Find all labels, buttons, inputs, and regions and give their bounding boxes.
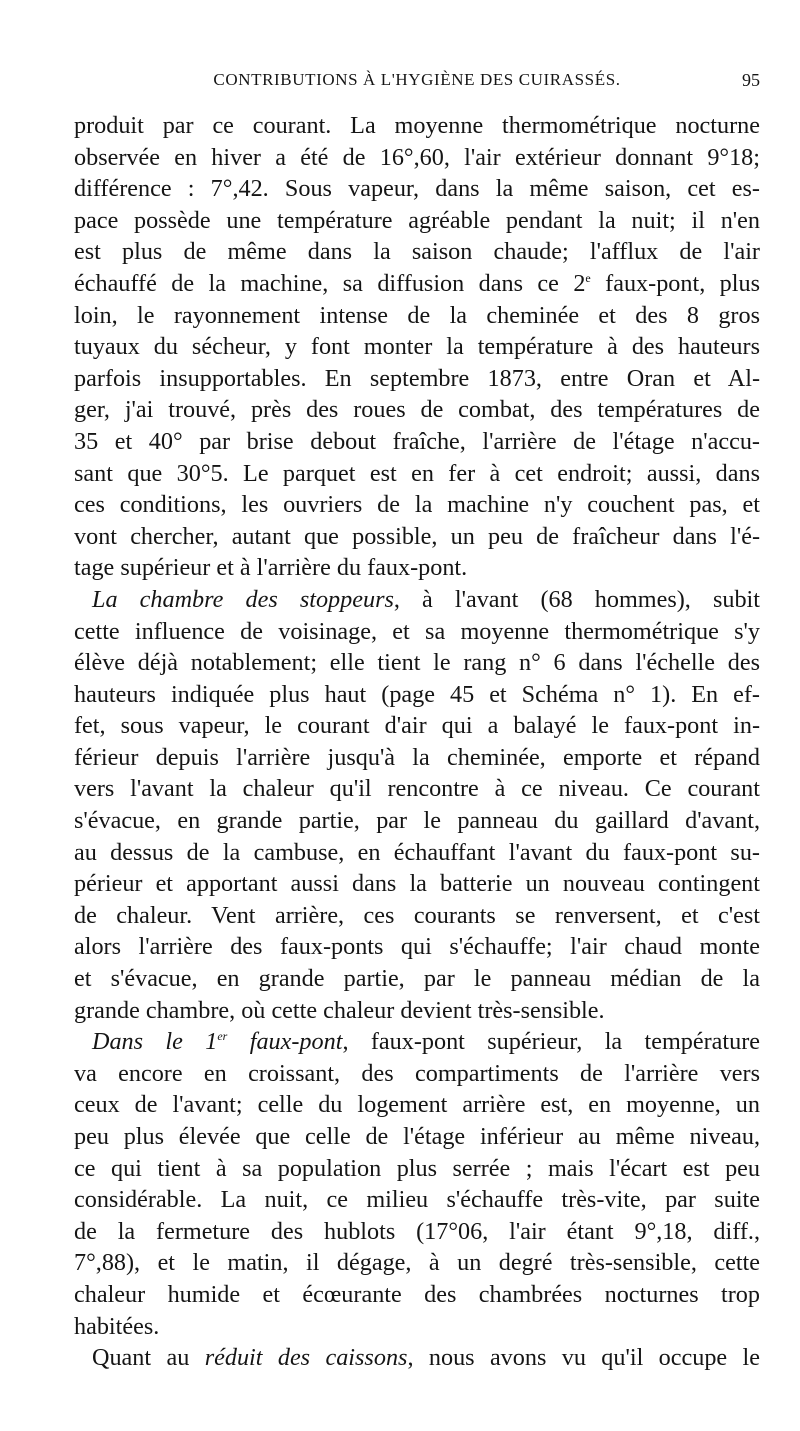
text-run: ce qui tient à sa population plus serrée ; mais l'écart est peu <box>74 1154 760 1182</box>
page-number: 95 <box>742 70 760 90</box>
text-run: cette influence de voisinage, et sa moyenne thermométrique s'y <box>74 617 760 645</box>
italic-text: réduit des caissons <box>204 1344 408 1372</box>
text-run: de la fermeture des hublots (17°06, l'air étant 9°,18, diff., <box>74 1217 760 1245</box>
text-line <box>74 173 760 205</box>
text-run: hauteurs indiquée plus haut (page 45 et Schéma n° 1). En ef- <box>74 680 760 708</box>
text-line <box>74 963 760 995</box>
text-line <box>74 900 760 932</box>
text-run: loin, le rayonnement intense de la cheminée et des 8 gros <box>74 301 760 329</box>
text-line <box>74 616 760 648</box>
text-run: tage supérieur et à l'arrière du faux-pont. <box>74 554 468 582</box>
text-line <box>74 1026 760 1058</box>
text-run: , à l'avant (68 hommes), subit <box>393 585 761 613</box>
text-line <box>74 1279 760 1311</box>
text-run: ceux de l'avant; celle du logement arrière est, en moyenne, un <box>74 1091 760 1119</box>
text-line <box>74 1247 760 1279</box>
superscript: e <box>585 270 591 285</box>
text-run: échauffé de la machine, sa diffusion dans ce 2 <box>74 269 586 297</box>
text-line <box>74 236 760 268</box>
text-line <box>74 805 760 837</box>
text-run: , nous avons vu qu'il occupe le <box>407 1344 760 1372</box>
text-line <box>74 1058 760 1090</box>
text-line <box>74 773 760 805</box>
text-run: ces conditions, les ouvriers de la machine n'y couchent pas, et <box>74 491 760 519</box>
text-run: férieur depuis l'arrière jusqu'à la cheminée, emporte et répand <box>74 743 760 771</box>
text-line <box>74 1089 760 1121</box>
text-line <box>74 300 760 332</box>
text-run: sant que 30°5. Le parquet est en fer à cet endroit; aussi, dans <box>74 459 760 487</box>
text-line <box>74 110 760 142</box>
text-line <box>74 679 760 711</box>
text-run: élève déjà notablement; elle tient le rang n° 6 dans l'échelle des <box>74 649 760 677</box>
text-run: pace possède une température agréable pendant la nuit; il n'en <box>74 206 760 234</box>
text-run: parfois insupportables. En septembre 1873, entre Oran et Al- <box>74 364 760 392</box>
text-line <box>74 363 760 395</box>
text-run: ger, j'ai trouvé, près des roues de combat, des températures de <box>74 396 760 424</box>
text-line <box>74 489 760 521</box>
running-head <box>74 70 760 96</box>
text-line <box>74 1342 760 1374</box>
text-line <box>74 868 760 900</box>
text-line <box>74 995 760 1027</box>
text-line <box>74 142 760 174</box>
text-run: peu plus élevée que celle de l'étage inférieur au même niveau, <box>74 1123 760 1150</box>
text-run: 35 et 40° par brise debout fraîche, l'arrière de l'étage n'accu- <box>74 427 760 455</box>
text-line <box>74 1121 760 1153</box>
italic-text: Dans le 1 <box>92 1028 218 1056</box>
text-line <box>74 426 760 458</box>
text-line <box>74 1184 760 1216</box>
italic-text: La chambre des stoppeurs <box>92 585 394 613</box>
text-line <box>74 710 760 742</box>
text-run: vers l'avant la chaleur qu'il rencontre à ce niveau. Ce courant <box>74 775 760 803</box>
text-line <box>74 1153 760 1185</box>
text-run: au dessus de la cambuse, en échauffant l'avant du faux-pont su- <box>74 838 760 866</box>
text-run: vont chercher, autant que possible, un peu de fraîcheur dans l'é- <box>74 522 760 550</box>
text-run: fet, sous vapeur, le courant d'air qui a balayé le faux-pont in- <box>74 712 760 740</box>
text-line <box>74 647 760 679</box>
text-run: faux-pont, plus <box>590 269 761 297</box>
text-run: chaleur humide et écœurante des chambrées nocturnes trop <box>74 1280 760 1308</box>
text-line <box>74 1216 760 1248</box>
text-run: s'évacue, en grande partie, par le panneau du gaillard d'avant, <box>74 807 760 835</box>
running-title: CONTRIBUTIONS À L'HYGIÈNE DES CUIRASSÉS. <box>213 70 621 89</box>
text-line <box>74 331 760 363</box>
text-run: grande chambre, où cette chaleur devient très-sensible. <box>74 996 605 1024</box>
text-line <box>74 268 760 300</box>
text-line <box>74 394 760 426</box>
text-line <box>74 584 760 616</box>
body-text <box>74 110 760 1374</box>
italic-text: faux-pont <box>227 1028 343 1056</box>
text-run: produit par ce courant. La moyenne thermométrique nocturne <box>74 112 760 139</box>
text-run: et s'évacue, en grande partie, par le panneau médian de la <box>74 965 760 993</box>
text-run: périeur et apportant aussi dans la batterie un nouveau contingent <box>74 870 760 898</box>
text-line <box>74 552 760 584</box>
text-run: alors l'arrière des faux-ponts qui s'échauffe; l'air chaud monte <box>74 933 760 961</box>
text-run: est plus de même dans la saison chaude; l'afflux de l'air <box>74 238 760 266</box>
text-run: 7°,88), et le matin, il dégage, à un degré très-sensible, cette <box>74 1249 760 1277</box>
text-run: Quant au <box>92 1344 205 1372</box>
text-line <box>74 205 760 237</box>
text-line <box>74 1311 760 1343</box>
text-line <box>74 458 760 490</box>
text-line <box>74 742 760 774</box>
superscript: er <box>217 1029 228 1044</box>
text-run: de chaleur. Vent arrière, ces courants se renversent, et c'est <box>74 901 760 929</box>
text-run: , faux-pont supérieur, la température <box>342 1028 761 1056</box>
text-line <box>74 521 760 553</box>
text-run: habitées. <box>74 1312 160 1340</box>
text-line <box>74 837 760 869</box>
text-run: va encore en croissant, des compartiments de l'arrière vers <box>74 1059 760 1087</box>
text-line <box>74 931 760 963</box>
text-run: observée en hiver a été de 16°,60, l'air extérieur donnant 9°18; <box>74 143 760 171</box>
text-run: différence : 7°,42. Sous vapeur, dans la même saison, cet es- <box>74 175 760 203</box>
text-run: considérable. La nuit, ce milieu s'échauffe très-vite, par suite <box>74 1186 760 1214</box>
text-run: tuyaux du sécheur, y font monter la température à des hauteurs <box>74 333 760 361</box>
